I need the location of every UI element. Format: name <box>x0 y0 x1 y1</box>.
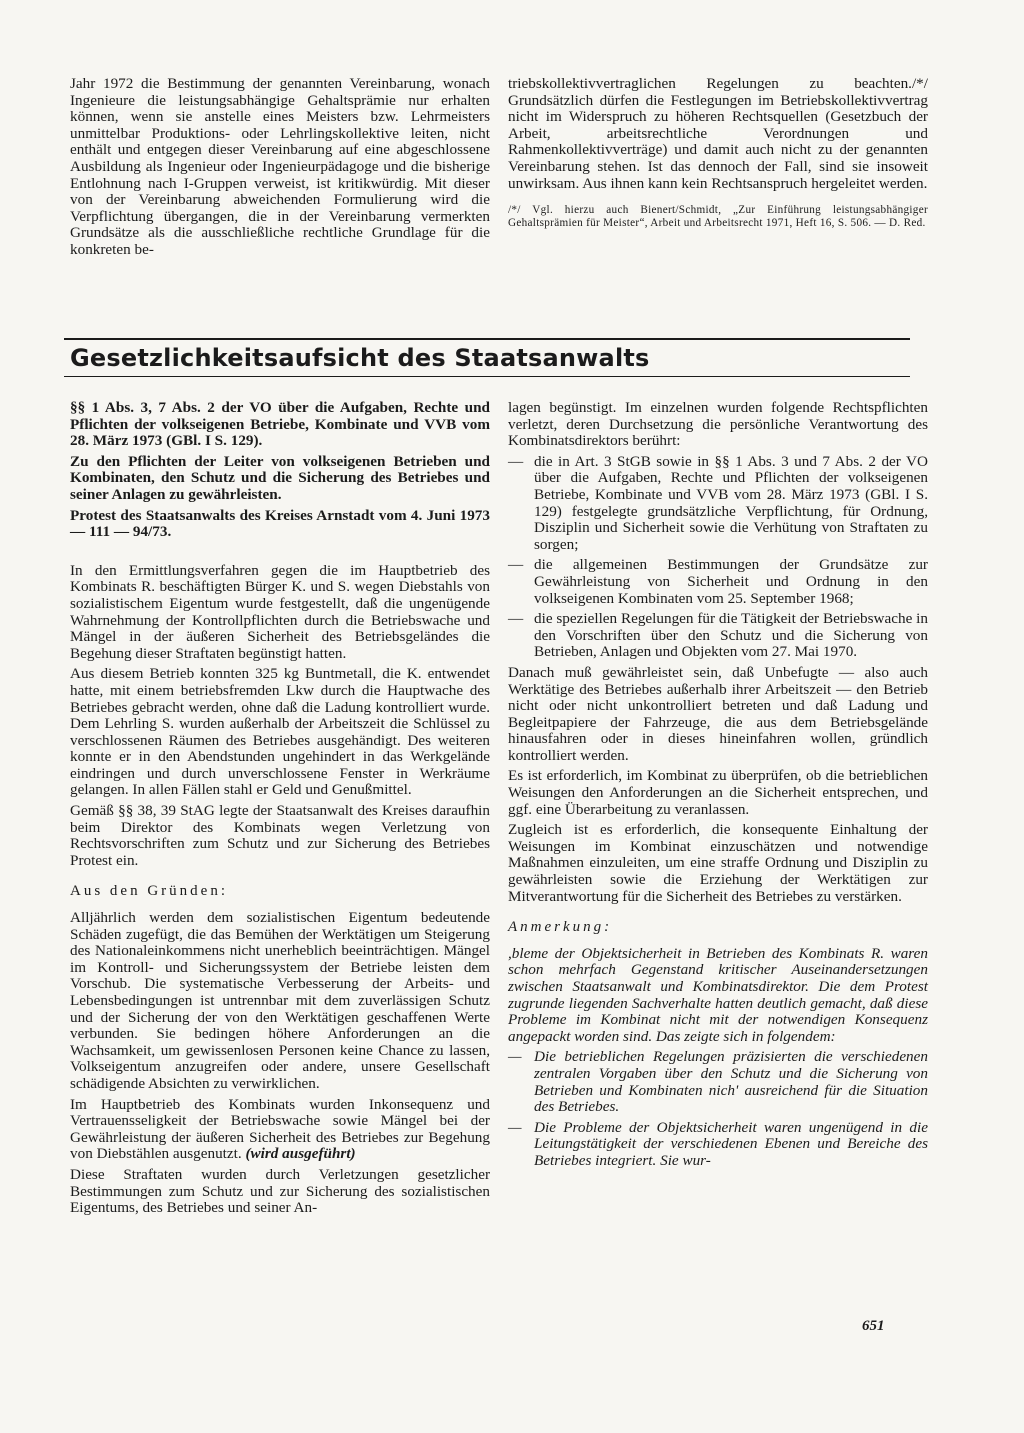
omission-note: (wird ausgeführt) <box>245 1145 356 1163</box>
paragraph: lagen begünstigt. Im einzelnen wurden folgende Rechtspflichten verletzt, deren Durchsetzung die persönliche Verantwortung des Kombinatsdirektors berührt: <box>508 399 928 450</box>
paragraph: Aus diesem Betrieb konnten 325 kg Buntmetall, die K. entwendet hatte, mit einem betriebsfremden Lkw durch die Hauptwache des Betriebes gebracht werden, ohne daß die Ladung kontrolliert wurde. Dem Lehrling S. wurden außerhalb der Arbeitszeit die Schlüssel zu verschlossenen Räumen des Betriebes ausgehändigt. Des weiteren konnte er in den Abendstunden ungehindert in das Werkgelände eindringen und durch unverschlossene Fenster in Werkräume gelangen. In allen Fällen stahl er Geld und Genußmittel. <box>70 665 490 799</box>
paragraph: In den Ermittlungsverfahren gegen die im Hauptbetrieb des Kombinats R. beschäftigten Bürger K. und S. wegen Diebstahls von sozialistischem Eigentum wurde festgestellt, daß die ungenügende Wahrnehmung der Kontrollpflichten durch die Betriebswache und Mängel in der äußeren Sicherheit des Betriebsgeländes die Begehung dieser Straftaten begünstigt hatten. <box>70 561 490 662</box>
paragraph: triebskollektivvertraglichen Regelungen zu beachten./*/ Grundsätzlich dürfen die Festlegungen im Betriebskollektivvertrag nicht im Widerspruch zu höheren Rechtsquellen (Gesetzbuch der Arbeit, arbeitsrechtliche Verordnungen und Rahmenkollektivverträge) und damit auch nicht zu der genannten Vereinbarung stehen. Ist das dennoch der Fall, sind sie insoweit unwirksam. Aus ihnen kann kein Rechtsanspruch hergeleitet werden. <box>508 75 928 192</box>
note-list-item-text: Die betrieblichen Regelungen präzisierten die verschiedenen zentralen Vorgaben über den Schutz und die Sicherung von Betrieben und Kombinaten nich' ausreichend für die Situation des Betriebes. <box>534 1048 928 1116</box>
dash-mark: — <box>508 452 524 470</box>
page-number: 651 <box>862 1318 885 1334</box>
note-list-item <box>508 1120 928 1170</box>
right-column <box>508 400 928 1174</box>
section-top-rule <box>64 338 910 340</box>
legal-heading: Protest des Staatsanwalts des Kreises Arnstadt vom 4. Juni 1973 — 111 — 94/73. <box>70 506 490 541</box>
paragraph: Gemäß §§ 38, 39 StAG legte der Staatsanwalt des Kreises daraufhin beim Direktor des Kombinats wegen Verletzung von Rechtsvorschriften zum Schutz und zur Sicherung des Betriebes Protest ein. <box>70 802 490 869</box>
paragraph: Zugleich ist es erforderlich, die konsequente Einhaltung der Weisungen im Kombinat einzuschätzen und notwendige Maßnahmen einzuleiten, um eine straffe Ordnung und Disziplin zu gewährleisten sowie die Erziehung der Werktätigen zur Mitverantwortung für die Sicherheit des Betriebes zu verstärken. <box>508 821 928 905</box>
note-list-item <box>508 1049 928 1115</box>
legal-heading: Zu den Pflichten der Leiter von volkseigenen Betrieben und Kombinaten, den Schutz und die Sicherung des Betriebes und seiner Anlagen zu gewährleisten. <box>70 452 490 503</box>
note-list-item-text: Die Probleme der Objektsicherheit waren ungenügend in die Leitungstätigkeit der verschiedenen Ebenen und Bereiche des Betriebes integriert. Sie wur- <box>534 1118 928 1169</box>
subheading-grounds: Aus den Gründen: <box>70 883 228 900</box>
list-item <box>508 611 928 661</box>
list-item <box>508 454 928 554</box>
paragraph: Es ist erforderlich, im Kombinat zu überprüfen, ob die betrieblichen Weisungen den Anforderungen an die Sicherheit entsprechen, und ggf. eine Überarbeitung zu veranlassen. <box>508 767 928 818</box>
dash-mark: — <box>508 1118 522 1136</box>
paragraph: Diese Straftaten wurden durch Verletzungen gesetzlicher Bestimmungen zum Schutz und zur Sicherung des sozialistischen Eigentums, des Betriebes und seiner An- <box>70 1165 490 1217</box>
list-item-text: die in Art. 3 StGB sowie in §§ 1 Abs. 3 und 7 Abs. 2 der VO über die Aufgaben, Rechte und Pflichten der volkseigenen Betriebe, Kombinate und VVB vom 28. März 1973 (GBl. I S. 129) festgelegte grundsätzliche Verpflichtung, für Ordnung, Disziplin und Sicherheit sowie die Verhütung von Straftaten zu sorgen; <box>534 452 928 553</box>
paragraph: Danach muß gewährleistet sein, daß Unbefugte — also auch Werktätige des Betriebes außerhalb ihrer Arbeitszeit — den Betrieb nicht oder nicht unkontrolliert betreten und daß Ladung und Begleitpapiere der Fahrzeuge, die aus dem Betriebsgelände hinausfahren oder in dieses hineinfahren wollen, gründlich kontrolliert werden. <box>508 663 928 764</box>
dash-mark: — <box>508 1048 522 1066</box>
paragraph <box>70 1097 490 1163</box>
section-title: Gesetzlichkeitsaufsicht des Staatsanwalts <box>70 344 650 372</box>
paragraph-text: Im Hauptbetrieb des Kombinats wurden Inkonsequenz und Vertrauensseligkeit der Betriebswache sowie Mängel bei der Gewährleistung der äußeren Sicherheit des Betriebes zur Begehung von Diebstählen ausgenutzt. <box>70 1095 490 1163</box>
top-right-column <box>508 76 928 241</box>
dash-mark: — <box>508 610 524 628</box>
paragraph: Jahr 1972 die Bestimmung der genannten Vereinbarung, wonach Ingenieure die leistungsabhängige Gehaltsprämie nur erhalten können, wenn sie anstelle eines Meisters bzw. Lehrmeisters unmittelbar Produktions- oder Lehrlingskollektive leiten, nicht enthält und entgegen dieser Vereinbarung auf eine abgeschlossene Ausbildung als Ingenieur oder Ingenieurpädagoge und die bisherige Entlohnung nach I-Gruppen verweist, ist kritikwürdig. Mit dieser von der Vereinbarung abweichenden Formulierung wird die Verpflichtung übergangen, die in der Vereinbarung vermerkten Grundsätze als die ausschließliche rechtliche Grundlage für die konkreten be- <box>70 75 490 258</box>
paragraph: Alljährlich werden dem sozialistischen Eigentum bedeutende Schäden zugefügt, die das Bemühen der Werktätigen um Steigerung des Nationaleinkommens nicht unerheblich beeinträchtigen. Mängel im Kontroll- und Sicherungssystem der Betriebe leisten dem Vorschub. Die systematische Verbesserung der Arbeits- und Lebensbedingungen ist untrennbar mit dem zuverlässigen Schutz und der Sicherung der von den Werktätigen geschaffenen Werte verbunden. Sie bedingen höhere Anforderungen an die Wachsamkeit, um gewissenlosen Personen keine Chance zu lassen, Volkseigentum anzugreifen oder andere, unsere Gesellschaft schädigende Absichten zu verwirklichen. <box>70 909 490 1092</box>
dash-mark: — <box>508 556 524 574</box>
list-item-text: die allgemeinen Bestimmungen der Grundsätze zur Gewährleistung von Sicherheit und Ordnung in den volkseigenen Kombinaten vom 25. September 1968; <box>534 556 928 607</box>
note-paragraph: ,bleme der Objektsicherheit in Betrieben des Kombinats R. waren schon mehrfach Gegenstand kritischer Auseinandersetzungen zwischen Staatsanwalt und Kombinatsdirektor. Die dem Protest zugrunde liegenden Sachverhalte hatten deutlich gemacht, daß diese Probleme im Kombinat nicht mit der notwendigen Konsequenz angepackt worden sind. Das zeigte sich in folgendem: <box>508 944 928 1045</box>
list-item-text: die speziellen Regelungen für die Tätigkeit der Betriebswache in den Vorschriften über den Schutz und die Sicherung von Betrieben, Anlagen und Objekten vom 27. Mai 1970. <box>534 610 928 661</box>
footnote: /*/ Vgl. hierzu auch Bienert/Schmidt, „Zur Einführung leistungsabhängiger Gehaltsprämien für Meister“, Arbeit und Arbeitsrecht 1971, Heft 16, S. 506. — D. Red. <box>508 204 928 229</box>
top-left-column <box>70 76 490 263</box>
left-column <box>70 400 490 1221</box>
list-item <box>508 557 928 607</box>
note-heading: Anmerkung: <box>508 919 613 936</box>
legal-heading: §§ 1 Abs. 3, 7 Abs. 2 der VO über die Aufgaben, Rechte und Pflichten der volkseigenen Betriebe, Kombinate und VVB vom 28. März 1973 (GBl. I S. 129). <box>70 399 490 450</box>
section-bottom-rule <box>64 376 910 377</box>
